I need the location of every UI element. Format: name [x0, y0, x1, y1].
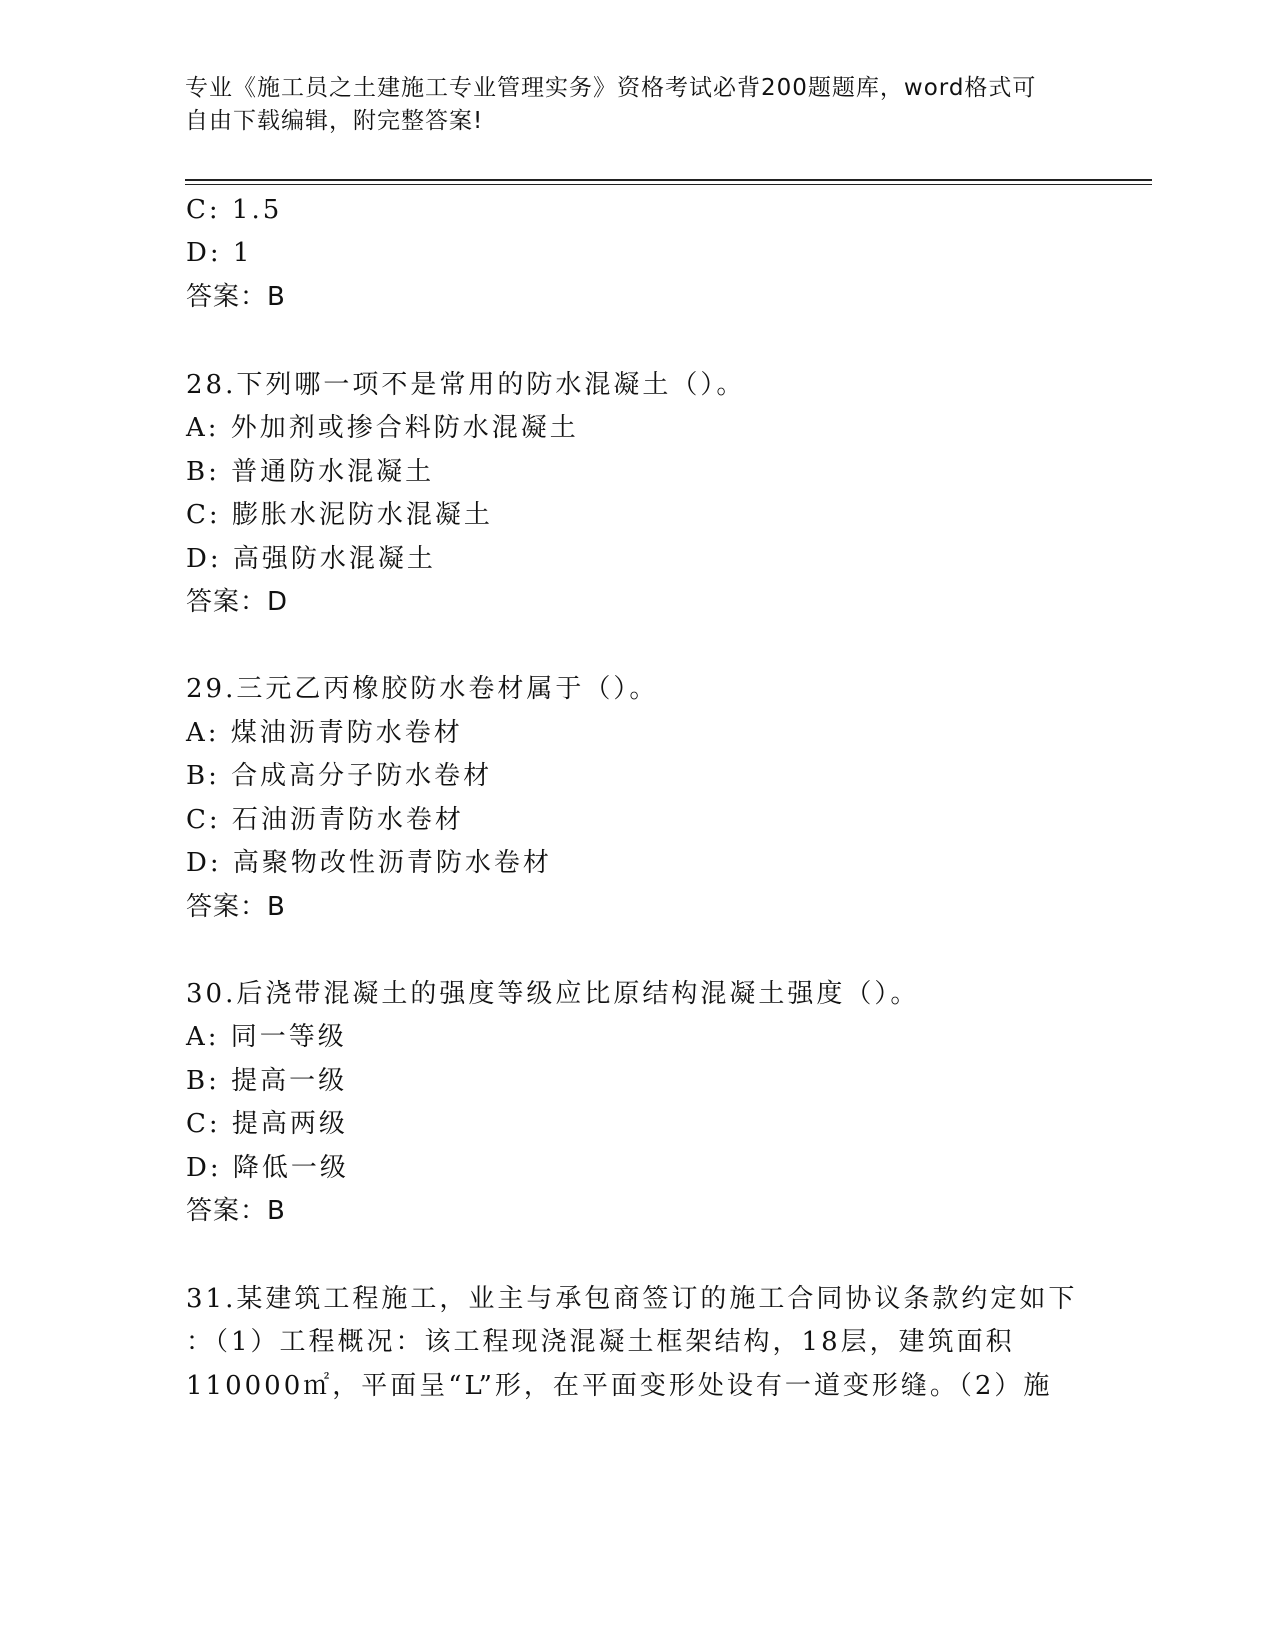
option-d-prev: D: 1	[186, 238, 253, 268]
question-30: 30.后浇带混凝土的强度等级应比原结构混凝土强度（）。	[186, 979, 920, 1009]
question-29-option-b: B: 合成高分子防水卷材	[186, 761, 493, 791]
question-30-answer: 答案：B	[186, 1196, 286, 1226]
option-c-prev: C: 1.5	[186, 195, 283, 225]
question-30-option-d: D: 降低一级	[186, 1153, 349, 1183]
question-30-option-a: A: 同一等级	[186, 1022, 347, 1052]
page-header	[185, 72, 1085, 138]
question-28-answer: 答案：D	[186, 587, 289, 617]
question-31-line-2: ：（1）工程概况：该工程现浇混凝土框架结构，18层，建筑面积	[186, 1327, 1015, 1357]
question-30-option-c: C: 提高两级	[186, 1109, 348, 1139]
question-31-line-1: 31.某建筑工程施工，业主与承包商签订的施工合同协议条款约定如下	[186, 1284, 1078, 1314]
header-title-line-1: 专业《施工员之土建施工专业管理实务》资格考试必背200题题库，word格式可	[185, 75, 1037, 101]
question-29-answer: 答案：B	[186, 892, 286, 922]
question-29: 29.三元乙丙橡胶防水卷材属于（）。	[186, 674, 659, 704]
question-29-option-a: A: 煤油沥青防水卷材	[186, 718, 463, 748]
header-title-line-2: 自由下载编辑，附完整答案!	[185, 108, 484, 134]
question-28-option-b: B: 普通防水混凝土	[186, 457, 435, 487]
question-28-option-c: C: 膨胀水泥防水混凝土	[186, 500, 493, 530]
question-28-option-a: A: 外加剂或掺合料防水混凝土	[186, 413, 579, 443]
question-31-line-3: 110000㎡，平面呈“L”形，在平面变形处设有一道变形缝。（2）施	[186, 1371, 1053, 1401]
header-divider-bottom	[185, 184, 1152, 185]
header-divider-top	[185, 179, 1152, 181]
question-29-option-d: D: 高聚物改性沥青防水卷材	[186, 848, 552, 878]
answer-prev: 答案：B	[186, 282, 286, 312]
question-30-option-b: B: 提高一级	[186, 1066, 348, 1096]
question-28-option-d: D: 高强防水混凝土	[186, 544, 436, 574]
question-29-option-c: C: 石油沥青防水卷材	[186, 805, 464, 835]
question-28: 28.下列哪一项不是常用的防水混凝土（）。	[186, 370, 746, 400]
